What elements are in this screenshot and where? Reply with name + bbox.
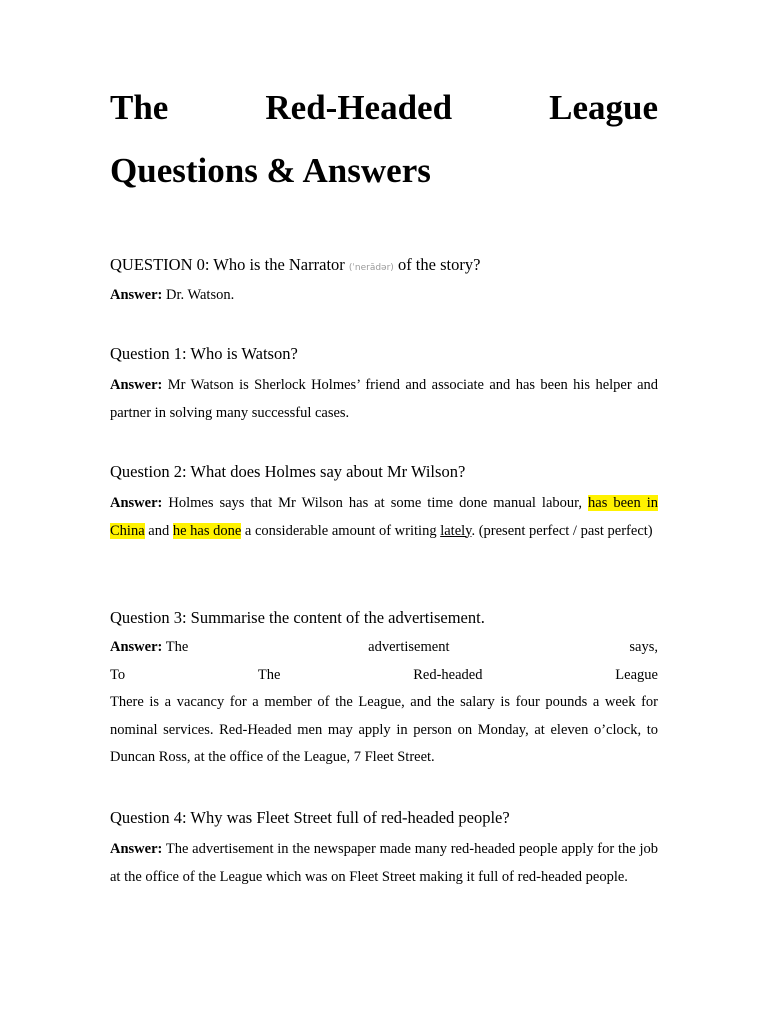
qa-block-2: [110, 462, 658, 545]
answer-2-part-3: a considerable amount of writing: [244, 522, 437, 539]
question-1: Question 1: Who is Watson?: [110, 344, 298, 363]
answer-1: [110, 372, 658, 427]
underlined-lately: lately: [440, 522, 472, 539]
answer-3-word-says: says,: [629, 639, 658, 655]
question-0-prefix: QUESTION 0: Who is the Narrator: [110, 255, 345, 274]
answer-3-word-advertisement: advertisement: [368, 639, 450, 655]
answer-label: Answer:: [110, 639, 163, 655]
answer-1-text: Mr Watson is Sherlock Holmes’ friend and associate and has been his helper and partner in solving many successful cases.: [110, 377, 659, 421]
highlight-he-has-done: he has done: [172, 522, 242, 539]
question-2: Question 2: What does Holmes say about Mr Wilson?: [110, 462, 466, 481]
answer-3-row-2: [110, 662, 658, 690]
answer-0: [110, 282, 658, 310]
title-word-3: League: [549, 88, 658, 127]
answer-label: Answer:: [110, 287, 163, 303]
question-4-text: Question 4: Why was Fleet Street full of red-headed people: [110, 808, 503, 827]
answer-3-word-to: To: [110, 666, 126, 683]
answer-2: [110, 490, 658, 545]
answer-label: Answer:: [110, 495, 163, 511]
title-line-1: [110, 88, 658, 128]
qa-block-1: [110, 344, 658, 427]
answer-3-word-the-2: The: [257, 666, 281, 683]
question-0: [110, 255, 658, 278]
answer-3: [110, 634, 658, 772]
answer-3-row-1: [110, 634, 658, 662]
question-0-suffix: of the story?: [397, 255, 481, 274]
qa-block-3: [110, 608, 658, 772]
phonetic-transcription: (ˈnerādər): [348, 263, 394, 273]
qa-block-0: [110, 255, 658, 310]
answer-3-word-red-headed: Red-headed: [413, 666, 483, 683]
question-3: Question 3: Summarise the content of the advertisement.: [110, 608, 485, 627]
answer-3-word-league: League: [615, 666, 658, 683]
title-word-2: Red-Headed: [265, 88, 453, 127]
question-4: [110, 808, 658, 828]
answer-3-word-the: The: [165, 639, 189, 655]
answer-label: Answer:: [110, 841, 163, 857]
answer-label: Answer:: [110, 377, 163, 393]
answer-2-part-4: . (present perfect / past perfect): [471, 522, 653, 539]
title-word-1: The: [110, 88, 169, 127]
answer-2-part-1: Holmes says that Mr Wilson has at some time done manual labour,: [168, 495, 583, 511]
answer-4-text: The advertisement in the newspaper made many red-headed people apply for the job at the office of the League which was on Fleet Street making it full of red-headed people.: [110, 841, 658, 885]
answer-0-text: Dr. Watson.: [165, 287, 235, 303]
answer-4: [110, 836, 658, 891]
answer-2-part-2: and: [148, 522, 170, 539]
answer-3-paragraph: There is a vacancy for a member of the League, and the salary is four pounds a week for nominal services. Red-Headed men may apply in person on Monday, at eleven o’clock, to Duncan Ross, at the office of the League, 7 Fleet Street.: [110, 694, 658, 765]
question-4-mark: ?: [502, 808, 510, 827]
qa-block-4: [110, 808, 658, 891]
highlight-has-been-in-china: has been in China: [110, 495, 659, 539]
title-line-2: Questions & Answers: [110, 151, 431, 190]
